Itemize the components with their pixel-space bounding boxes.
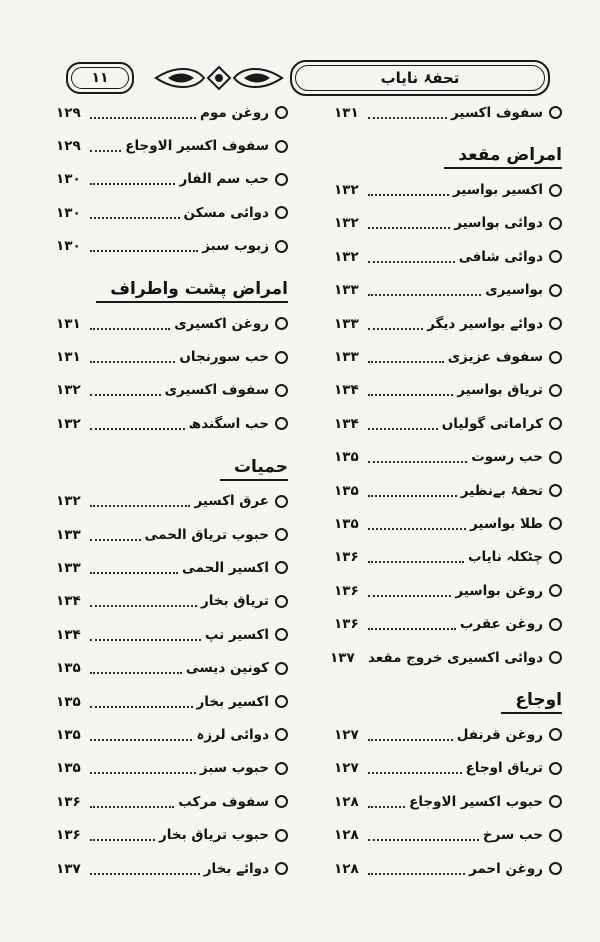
toc-entry[interactable] — [56, 585, 288, 618]
entry-page-number: ۱۳۵ — [334, 482, 359, 499]
dot-leader — [90, 150, 121, 152]
entry-title: سفوف عزیزی — [447, 349, 543, 366]
dot-leader — [368, 628, 456, 630]
entry-page-number: ۱۲۷ — [334, 726, 359, 743]
dot-leader — [90, 605, 197, 607]
entry-title: اکسیر الحمی — [182, 559, 269, 576]
bullet-circle-icon — [275, 862, 288, 875]
toc-entry[interactable] — [334, 852, 562, 885]
entry-title: زبوب سبز — [202, 238, 269, 255]
entry-title: سفوف اکسیری — [164, 382, 269, 399]
bullet-circle-icon — [549, 184, 562, 197]
section-heading-text: حمیات — [220, 457, 288, 481]
entry-page-number: ۱۳۱ — [334, 104, 359, 121]
entry-title: روغن بواسیر — [455, 582, 543, 599]
book-title-text: تحفۂ نایاب — [380, 69, 460, 87]
bullet-circle-icon — [549, 829, 562, 842]
entry-page-number: ۱۳۵ — [56, 760, 81, 777]
page-number — [66, 62, 134, 94]
entry-page-number: ۱۳۵ — [56, 660, 81, 677]
entry-title: حبوب تریاق بخار — [159, 827, 269, 844]
right-column — [329, 96, 562, 885]
entry-title: اکسیر بواسیر — [452, 182, 543, 199]
bullet-circle-icon — [549, 451, 562, 464]
dot-leader — [90, 839, 155, 841]
bullet-circle-icon — [275, 495, 288, 508]
entry-title: حب رسوت — [471, 449, 543, 466]
entry-page-number: ۱۳۵ — [334, 449, 359, 466]
entry-page-number: ۱۳۶ — [334, 616, 359, 633]
entry-title: حبوب سبز — [199, 760, 269, 777]
bullet-circle-icon — [549, 584, 562, 597]
dot-leader — [90, 639, 201, 641]
page-header — [66, 58, 550, 96]
section-heading-text: امراض پشت واطراف — [96, 279, 288, 303]
book-title — [290, 60, 550, 96]
toc-entry[interactable] — [56, 518, 288, 551]
dot-leader — [90, 217, 180, 219]
toc-entry[interactable] — [56, 685, 288, 718]
bullet-circle-icon — [275, 595, 288, 608]
dot-leader — [90, 428, 185, 430]
entry-title: روغن قرنفل — [456, 726, 543, 743]
dot-leader — [368, 528, 466, 530]
toc-entry[interactable] — [334, 374, 562, 407]
bullet-circle-icon — [549, 762, 562, 775]
toc-entry[interactable] — [334, 207, 562, 240]
dot-leader — [368, 772, 462, 774]
entry-page-number: ۱۳۲ — [334, 248, 359, 265]
entry-page-number: ۱۳۳ — [334, 349, 359, 366]
entry-title: دوائی اکسیری خروج مقعد — [367, 649, 543, 666]
toc-entry[interactable] — [334, 507, 562, 540]
toc-entry[interactable] — [334, 752, 562, 785]
entry-title: کونین دیسی — [185, 660, 269, 677]
dot-leader — [90, 706, 193, 708]
entry-page-number: ۱۳۵ — [56, 726, 81, 743]
entry-title: دوائی لرزہ — [196, 726, 269, 743]
bullet-circle-icon — [549, 106, 562, 119]
bullet-circle-icon — [275, 561, 288, 574]
entry-title: عرق اکسیر — [194, 493, 269, 510]
entry-page-number: ۱۳۲ — [56, 415, 81, 432]
toc-entry[interactable] — [334, 340, 562, 373]
toc-entry[interactable] — [334, 96, 562, 129]
entry-page-number: ۱۳۰ — [56, 204, 81, 221]
entry-title: چٹکلہ نایاب — [467, 549, 543, 566]
section-heading-text: اوجاع — [501, 690, 562, 714]
entry-page-number: ۱۳۱ — [56, 349, 81, 366]
dot-leader — [90, 328, 170, 330]
toc-entry[interactable] — [56, 718, 288, 751]
entry-page-number: ۱۳۶ — [56, 827, 81, 844]
dot-leader — [368, 495, 457, 497]
toc-entry[interactable] — [56, 230, 288, 263]
dot-leader — [368, 428, 438, 430]
dot-leader — [90, 672, 182, 674]
entry-page-number: ۱۳۳ — [56, 526, 81, 543]
entry-title: طلا بواسیر — [469, 515, 543, 532]
toc-entry[interactable] — [56, 196, 288, 229]
toc-entry[interactable] — [56, 129, 288, 162]
toc-entry[interactable] — [56, 852, 288, 885]
bullet-circle-icon — [549, 618, 562, 631]
entry-title: دوائے بواسیر دیگر — [427, 315, 543, 332]
entry-title: حب سرخ — [482, 827, 543, 844]
toc-entry[interactable] — [56, 374, 288, 407]
toc-entry[interactable] — [56, 651, 288, 684]
dot-leader — [368, 328, 423, 330]
toc-entry[interactable] — [56, 485, 288, 518]
entry-title: سفوف اکسیر — [451, 104, 543, 121]
entry-title: روغن اکسیری — [174, 315, 269, 332]
dot-leader — [90, 361, 175, 363]
bullet-circle-icon — [275, 662, 288, 675]
section-heading — [334, 129, 562, 173]
toc-entry[interactable] — [329, 641, 562, 674]
entry-page-number: ۱۳۴ — [334, 415, 359, 432]
bullet-circle-icon — [275, 528, 288, 541]
toc-entry[interactable] — [334, 274, 562, 307]
dot-leader — [368, 739, 453, 741]
dot-leader — [90, 739, 192, 741]
bullet-circle-icon — [549, 795, 562, 808]
dot-leader — [90, 394, 161, 396]
bullet-circle-icon — [275, 695, 288, 708]
dot-leader — [368, 261, 455, 263]
entry-page-number: ۱۳۶ — [334, 549, 359, 566]
dot-leader — [90, 250, 198, 252]
dot-leader — [90, 806, 174, 808]
bullet-circle-icon — [549, 217, 562, 230]
entry-page-number: ۱۲۹ — [56, 104, 81, 121]
entry-page-number: ۱۳۴ — [334, 382, 359, 399]
entry-page-number: ۱۳۷ — [56, 860, 81, 877]
bullet-circle-icon — [549, 384, 562, 397]
section-heading-text: امراض مقعد — [444, 145, 562, 169]
entry-title: سفوف مرکب — [178, 793, 269, 810]
dot-leader — [90, 572, 178, 574]
dot-leader — [368, 839, 479, 841]
entry-title: روغن موم — [200, 104, 269, 121]
entry-title: دوائی شافی — [458, 248, 543, 265]
entry-title: تحفۂ بےنظیر — [460, 482, 543, 499]
entry-page-number: ۱۳۵ — [334, 515, 359, 532]
bullet-circle-icon — [549, 551, 562, 564]
entry-page-number: ۱۲۸ — [334, 860, 359, 877]
bullet-circle-icon — [275, 795, 288, 808]
dot-leader — [368, 361, 444, 363]
section-heading — [334, 674, 562, 718]
bullet-circle-icon — [549, 284, 562, 297]
entry-title: دوائے بخار — [203, 860, 269, 877]
entry-title: روغن احمر — [468, 860, 543, 877]
dot-leader — [90, 117, 196, 119]
dot-leader — [368, 461, 467, 463]
dot-leader — [90, 873, 200, 875]
bullet-circle-icon — [275, 829, 288, 842]
entry-page-number: ۱۳۵ — [56, 693, 81, 710]
entry-page-number: ۱۲۹ — [56, 138, 81, 155]
entry-title: بواسیری — [485, 282, 543, 299]
toc-entry[interactable] — [56, 96, 288, 129]
toc-entry[interactable] — [56, 618, 288, 651]
bullet-circle-icon — [275, 351, 288, 364]
entry-page-number: ۱۳۰ — [56, 171, 81, 188]
toc-entry[interactable] — [334, 818, 562, 851]
dot-leader — [90, 183, 175, 185]
toc-entry[interactable] — [56, 407, 288, 440]
toc-entry[interactable] — [334, 441, 562, 474]
entry-title: روغن عقرب — [459, 616, 543, 633]
toc-entry[interactable] — [334, 474, 562, 507]
entry-page-number: ۱۳۴ — [56, 626, 81, 643]
section-heading — [56, 263, 288, 307]
toc-entry[interactable] — [334, 718, 562, 751]
entry-title: تریاق بخار — [200, 593, 269, 610]
dot-leader — [368, 227, 450, 229]
entry-page-number: ۱۳۳ — [56, 559, 81, 576]
bullet-circle-icon — [275, 317, 288, 330]
entry-title: حب سورنجاں — [179, 349, 269, 366]
toc-entry[interactable] — [56, 307, 288, 340]
entry-title: سفوف اکسیر الاوجاع — [125, 138, 269, 155]
dot-leader — [368, 561, 464, 563]
bullet-circle-icon — [275, 628, 288, 641]
bullet-circle-icon — [275, 240, 288, 253]
entry-page-number: ۱۳۲ — [56, 493, 81, 510]
bullet-circle-icon — [275, 140, 288, 153]
toc-entry[interactable] — [56, 818, 288, 851]
page-number-text: ۱۱ — [91, 70, 109, 86]
bullet-circle-icon — [275, 384, 288, 397]
entry-page-number: ۱۳۰ — [56, 238, 81, 255]
dot-leader — [90, 772, 196, 774]
entry-page-number: ۱۳۷ — [329, 649, 355, 666]
bullet-circle-icon — [549, 862, 562, 875]
bullet-circle-icon — [549, 728, 562, 741]
toc-entry[interactable] — [334, 240, 562, 273]
bullet-circle-icon — [275, 417, 288, 430]
section-heading — [56, 441, 288, 485]
dot-leader — [368, 294, 481, 296]
toc-entry[interactable] — [56, 752, 288, 785]
dot-leader — [368, 194, 449, 196]
entry-page-number: ۱۳۳ — [334, 282, 359, 299]
dot-leader — [368, 873, 465, 875]
entry-title: تریاق بواسیر — [457, 382, 543, 399]
entry-title: حبوب تریاق الحمی — [144, 526, 269, 543]
bullet-circle-icon — [275, 106, 288, 119]
entry-title: اکسیر بخار — [196, 693, 269, 710]
entry-page-number: ۱۲۸ — [334, 793, 359, 810]
entry-page-number: ۱۳۶ — [334, 582, 359, 599]
bullet-circle-icon — [549, 517, 562, 530]
dot-leader — [90, 505, 190, 507]
entry-page-number: ۱۳۱ — [56, 315, 81, 332]
toc-entry[interactable] — [334, 407, 562, 440]
dot-leader — [368, 595, 451, 597]
toc-entry[interactable] — [334, 307, 562, 340]
entry-title: دوائی مسکن — [183, 204, 269, 221]
toc-entry[interactable] — [56, 163, 288, 196]
dot-leader — [90, 539, 141, 541]
entry-page-number: ۱۳۴ — [56, 593, 81, 610]
toc-entry[interactable] — [334, 607, 562, 640]
entry-page-number: ۱۲۷ — [334, 760, 359, 777]
ornament-icon — [154, 64, 284, 92]
toc-entry[interactable] — [334, 173, 562, 206]
entry-title: حب سم الفار — [179, 171, 269, 188]
entry-page-number: ۱۳۲ — [334, 215, 359, 232]
toc-entry[interactable] — [56, 785, 288, 818]
bullet-circle-icon — [275, 173, 288, 186]
bullet-circle-icon — [549, 351, 562, 364]
left-column — [56, 96, 288, 885]
toc-entry[interactable] — [334, 785, 562, 818]
entry-page-number: ۱۳۶ — [56, 793, 81, 810]
entry-title: حب اسگندھ — [188, 415, 269, 432]
entry-page-number: ۱۲۸ — [334, 827, 359, 844]
entry-title: تریاق اوجاع — [465, 760, 543, 777]
bullet-circle-icon — [549, 484, 562, 497]
dot-leader — [368, 394, 453, 396]
bullet-circle-icon — [275, 762, 288, 775]
toc-entry[interactable] — [334, 541, 562, 574]
toc-entry[interactable] — [334, 574, 562, 607]
entry-title: اکسیر تپ — [204, 626, 269, 643]
entry-title: حبوب اکسیر الاوجاع — [409, 793, 543, 810]
bullet-circle-icon — [549, 317, 562, 330]
entry-page-number: ۱۳۳ — [334, 315, 359, 332]
dot-leader — [368, 117, 447, 119]
entry-title: دوائی بواسیر — [454, 215, 543, 232]
entry-title: کراماتی گولیاں — [441, 415, 543, 432]
bullet-circle-icon — [275, 728, 288, 741]
toc-entry[interactable] — [56, 551, 288, 584]
entry-page-number: ۱۳۲ — [334, 182, 359, 199]
bullet-circle-icon — [275, 206, 288, 219]
entry-page-number: ۱۳۲ — [56, 382, 81, 399]
bullet-circle-icon — [549, 417, 562, 430]
bullet-circle-icon — [549, 250, 562, 263]
bullet-circle-icon — [549, 651, 562, 664]
dot-leader — [368, 806, 405, 808]
toc-entry[interactable] — [56, 340, 288, 373]
